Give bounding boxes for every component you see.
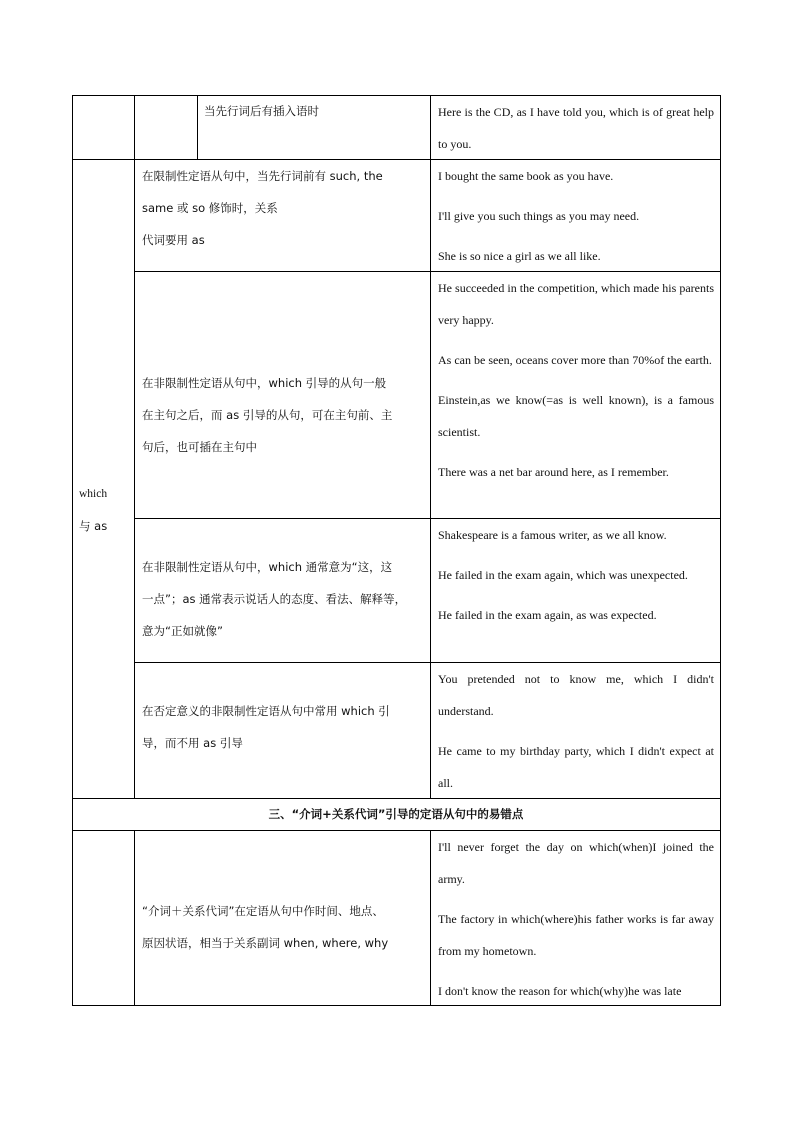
example-sentence: As can be seen, oceans cover more than 70%of the earth.: [438, 353, 712, 367]
example-cell: [438, 160, 714, 272]
col-divider: [430, 95, 431, 799]
example-cell: [438, 272, 714, 488]
group-label: which: [79, 488, 108, 500]
example-sentence: The factory in which(where)his father works is far away from my hometown.: [438, 912, 714, 958]
rule-description: 导，而不用 as 引导: [142, 736, 243, 750]
example-sentence: He failed in the exam again, as was expected.: [438, 608, 657, 622]
col-divider: [134, 830, 135, 1006]
rule-description: 在主句之后，而 as 引导的从句，可在主句前、主: [142, 408, 393, 422]
example-sentence: He failed in the exam again, which was unexpected.: [438, 568, 688, 582]
example-sentence: Einstein,as we know(=as is well known), is a famous scientist.: [438, 393, 714, 439]
example-sentence: There was a net bar around here, as I remember.: [438, 465, 669, 479]
example-sentence: She is so nice a girl as we all like.: [438, 249, 601, 263]
rule-description: 原因状语，相当于关系副词 when, where, why: [142, 936, 389, 950]
example-sentence: I bought the same book as you have.: [438, 169, 614, 183]
rule-description: 一点”；as 通常表示说话人的态度、看法、解释等，: [142, 592, 407, 606]
rule-description: 句后，也可插在主句中: [142, 440, 257, 454]
example-sentence: I'll never forget the day on which(when)I joined the army.: [438, 840, 714, 886]
example-sentence: Shakespeare is a famous writer, as we all know.: [438, 528, 667, 542]
table-border-left: [72, 95, 73, 1006]
example-sentence: He succeeded in the competition, which made his parents very happy.: [438, 281, 714, 327]
rule-description: 在非限制性定语从句中，which 引导的从句一般: [142, 376, 387, 390]
example-cell: [438, 663, 714, 799]
rule-description: same 或 so 修饰时，关系: [142, 201, 278, 215]
example-cell: [438, 831, 714, 1007]
rule-description: 意为“正如就像”: [142, 624, 223, 638]
group-label: 与 as: [79, 519, 108, 533]
example-cell: [438, 519, 714, 631]
section-heading: 三、“介词+关系代词”引导的定语从句中的易错点: [268, 807, 524, 821]
example-cell: [438, 96, 714, 160]
rule-description: 在非限制性定语从句中，which 通常意为“这，这: [142, 560, 393, 574]
rule-description: 在否定意义的非限制性定语从句中常用 which 引: [142, 704, 390, 718]
example-sentence: I don't know the reason for which(why)he was late: [438, 984, 682, 998]
example-sentence: I'll give you such things as you may need.: [438, 209, 640, 223]
col-divider: [430, 830, 431, 1006]
rule-description: 当先行词后有插入语时: [204, 104, 319, 118]
col-divider: [134, 95, 135, 799]
table-border-right: [720, 95, 721, 1006]
col-divider: [197, 95, 198, 160]
rule-description: 代词要用 as: [142, 233, 205, 247]
example-sentence: He came to my birthday party, which I didn't expect at all.: [438, 744, 714, 790]
example-sentence: You pretended not to know me, which I didn't understand.: [438, 672, 714, 718]
rule-description: 在限制性定语从句中，当先行词前有 such, the: [142, 169, 383, 183]
rule-description: “介词＋关系代词”在定语从句中作时间、地点、: [142, 904, 384, 918]
example-sentence: Here is the CD, as I have told you, which is of great help to you.: [438, 105, 714, 151]
